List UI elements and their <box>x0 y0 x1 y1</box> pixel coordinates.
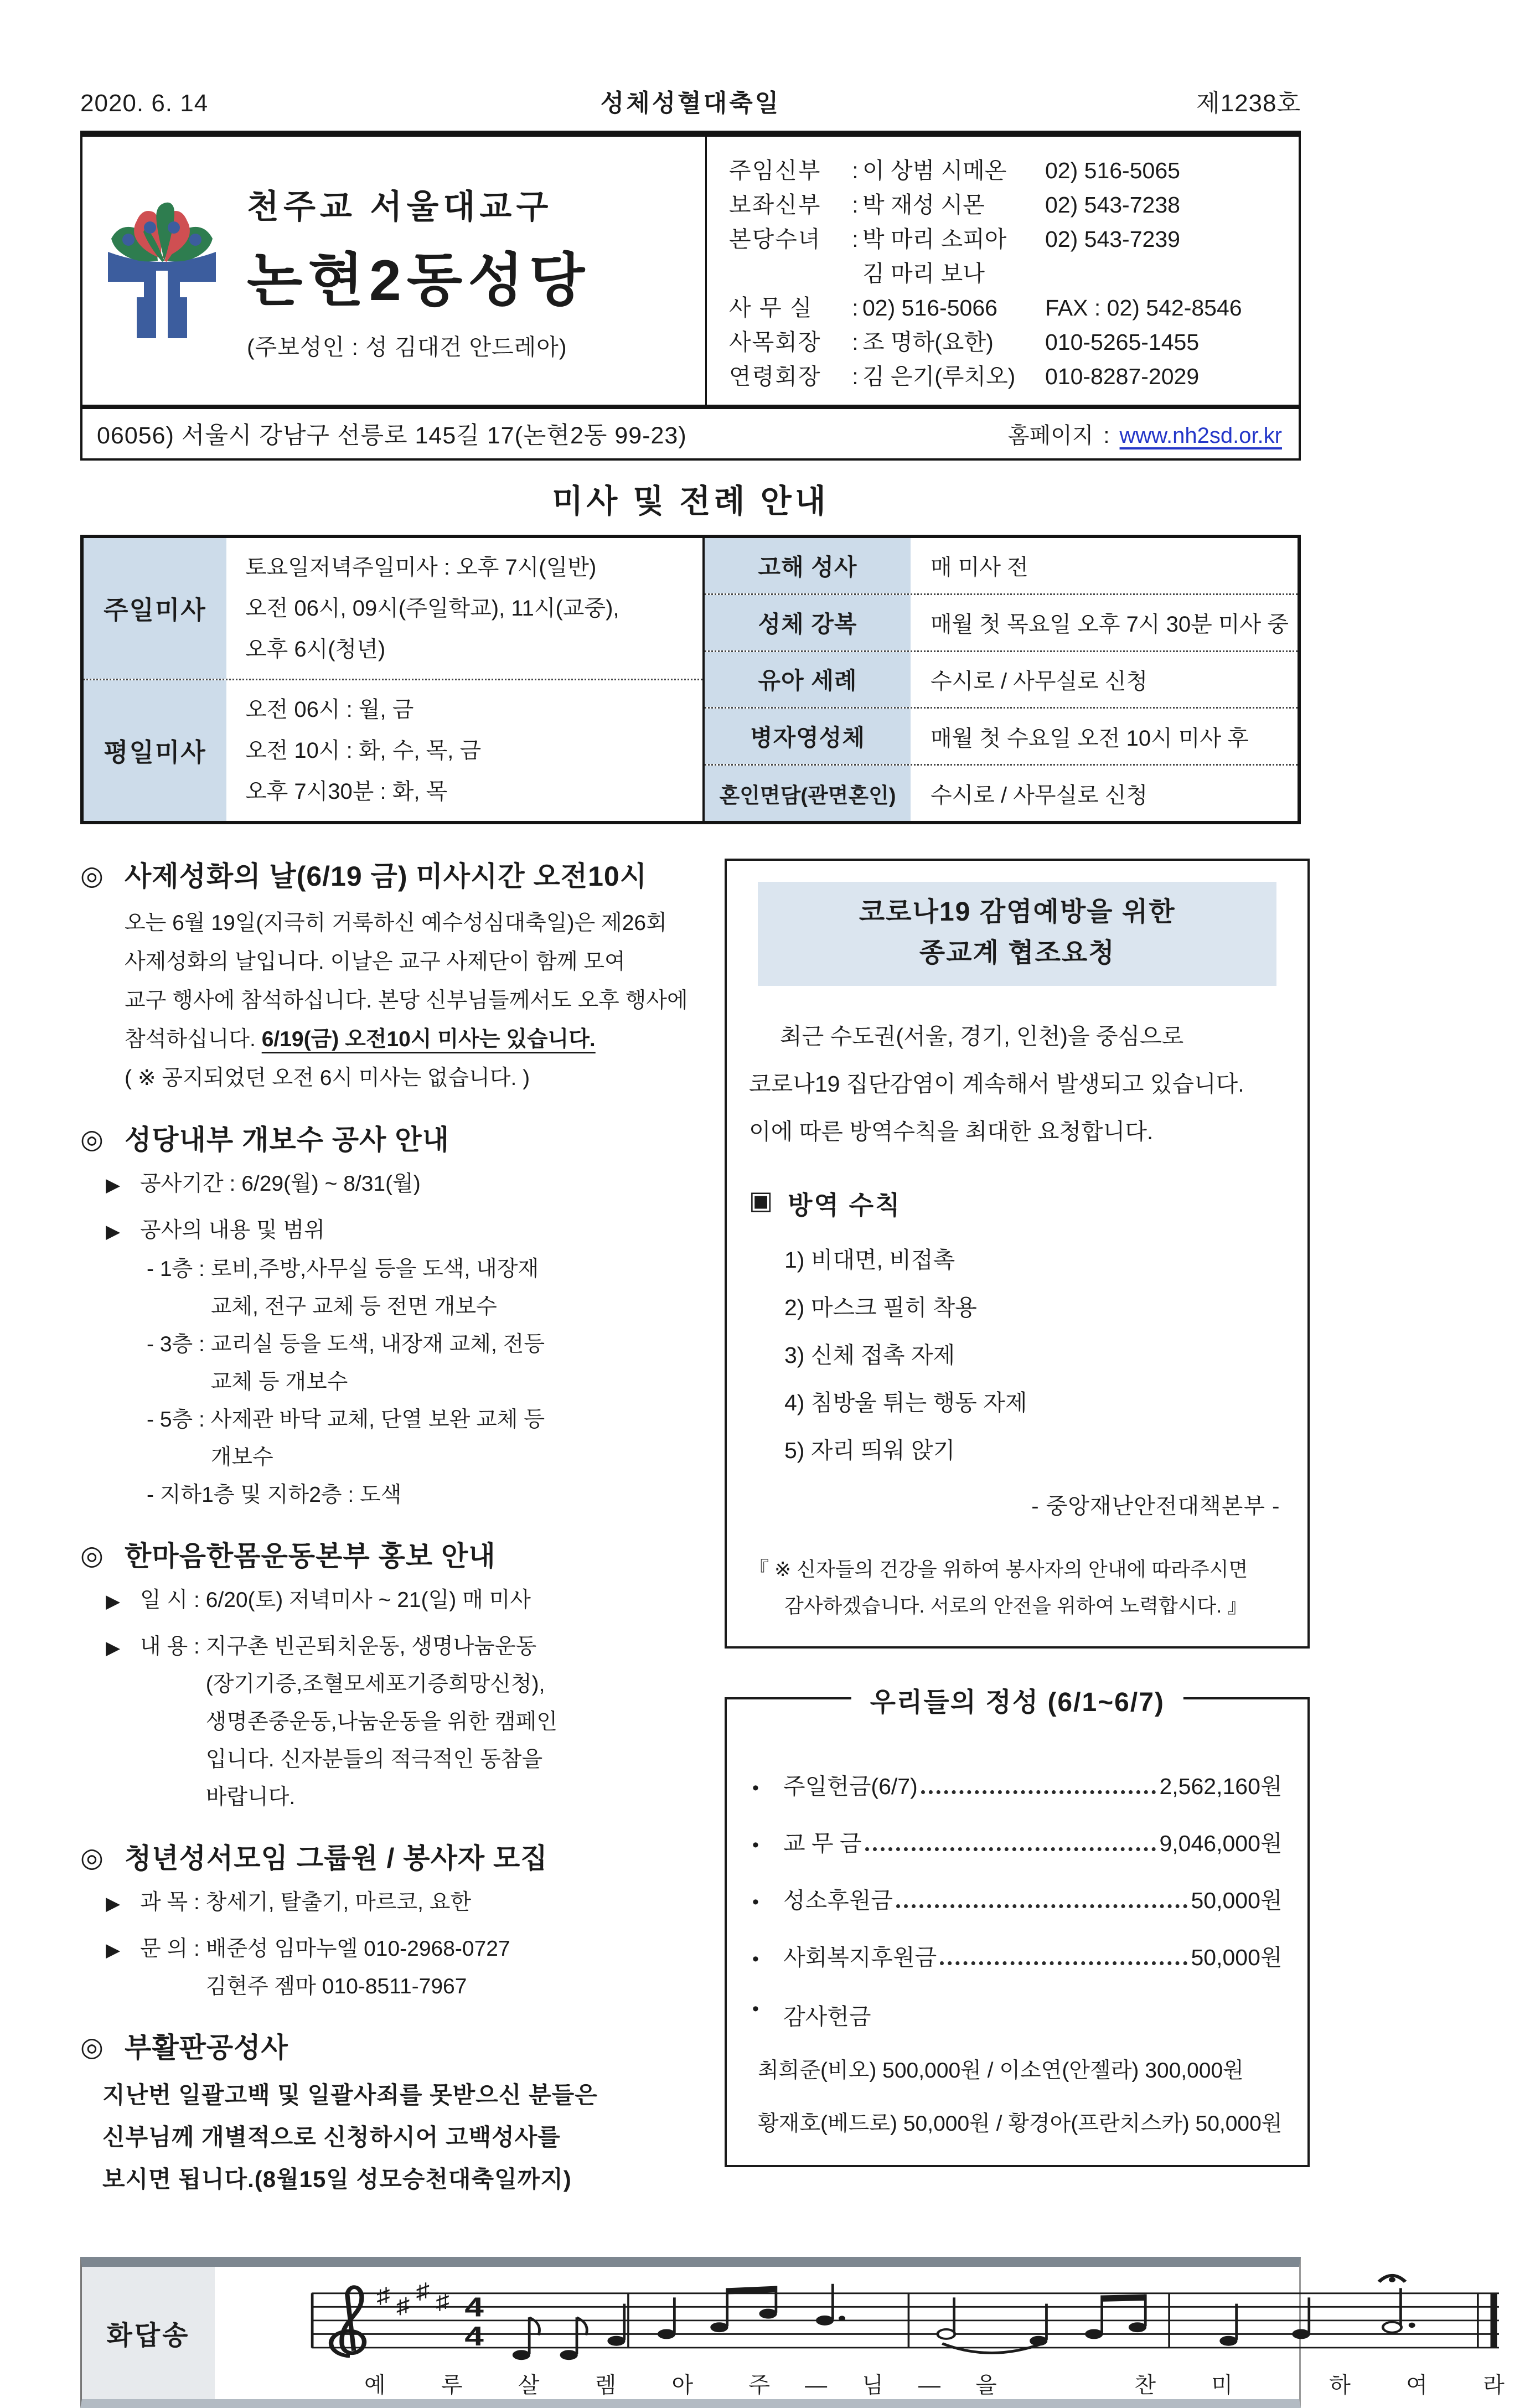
row-header-sunday-mass: 주일미사 <box>84 538 226 679</box>
psalm-label: 화답송 <box>82 2267 215 2399</box>
table-row <box>705 650 1298 707</box>
colon: : <box>852 364 859 389</box>
body-text: 참석하십니다. <box>125 1027 262 1051</box>
music-score <box>215 2267 1530 2399</box>
time-signature: 4 <box>464 2291 484 2322</box>
note-line: 감사하겠습니다. 서로의 안전을 위하여 노력합시다. 』 <box>784 1594 1248 1617</box>
notice-priest-sanctification <box>80 859 699 1098</box>
body-line: 신부님께 개별적으로 신청하시어 고백성사를 <box>102 2124 561 2150</box>
psalm-lyrics: 예 루 살 렘 아 주 — 님 — 을 찬 미 하 여 라 <box>364 2373 1519 2397</box>
offering-amount: 50,000원 <box>1191 1945 1283 1970</box>
quarantine-rules-header <box>749 1185 1285 1222</box>
colon: : <box>852 295 859 321</box>
contact-row <box>729 325 1283 359</box>
section-marker-icon: ◎ <box>80 1541 104 1570</box>
body-line: 사제관 바닥 교체, 단열 보완 교체 등 <box>210 1408 545 1432</box>
body-line <box>125 1020 699 1059</box>
contact-name: 김 은기(루치오) <box>862 364 1016 389</box>
contact-row <box>729 256 1283 291</box>
sub-item-text: - 지하1층 및 지하2층 : 도색 <box>147 1483 402 1507</box>
body-line: 교구 행사에 참석하십니다. 본당 신부님들께서도 오후 행사에 <box>125 989 688 1012</box>
rules-source: - 중앙재난안전대책본부 - <box>1031 1494 1280 1518</box>
homepage-label: 홈페이지 <box>1007 423 1094 448</box>
section-marker-icon: ◎ <box>80 1125 104 1154</box>
table-row <box>705 593 1298 650</box>
item-label: 일 시 : <box>140 1588 206 1612</box>
row-header-confession: 고해 성사 <box>705 538 911 593</box>
body-line: 입니다. 신자분들의 적극적인 동참을 <box>205 1748 543 1771</box>
top-info-line <box>80 83 1301 118</box>
sub-item-basement <box>147 1476 699 1514</box>
notice-title: 부활판공성사 <box>125 2032 288 2063</box>
list-item-subjects <box>106 1884 699 1923</box>
bullet-icon: • <box>752 1777 759 1799</box>
seoul-archdiocese-logo <box>102 199 221 343</box>
arrow-icon: ▶ <box>106 1221 121 1242</box>
sub-item-label: - 1층 : <box>147 1257 211 1281</box>
row-value: 수시로 / 사무실로 신청 <box>931 783 1148 808</box>
row-header-benediction: 성체 강복 <box>705 595 911 650</box>
contact-line: 김현주 젬마 010-8511-7967 <box>205 1975 467 1998</box>
mass-time-line: 오후 7시30분 : 화, 목 <box>245 779 448 804</box>
contact-line: 배준성 임마누엘 010-2968-0727 <box>205 1937 510 1961</box>
offering-row <box>752 1939 1282 1972</box>
responsorial-psalm-box <box>80 2257 1519 2408</box>
rules-title: 방역 수칙 <box>788 1191 902 1219</box>
contact-name: 박 재성 시몬 <box>862 192 985 218</box>
table-row <box>84 679 702 821</box>
colon: : <box>852 329 859 355</box>
sunday-mass-times <box>226 538 702 679</box>
item-text: 창세기, 탈출기, 마르코, 요한 <box>205 1890 472 1914</box>
colon: : <box>852 158 859 183</box>
contact-phone: 010-5265-1455 <box>1045 329 1200 355</box>
contact-label: 사목회장 <box>729 329 821 355</box>
mass-schedule-table <box>80 535 1301 824</box>
section-marker-icon: ◎ <box>80 2033 104 2062</box>
offering-label: 성소후원금 <box>783 1888 893 1913</box>
note-line: 『 ※ 신자들의 건강을 위하여 봉사자의 안내에 따라주시면 <box>749 1558 1248 1580</box>
notice-title: 한마음한몸운동본부 홍보 안내 <box>125 1541 496 1572</box>
body-line: ( ※ 공지되었던 오전 6시 미사는 없습니다. ) <box>125 1066 530 1090</box>
contact-row <box>729 222 1283 256</box>
table-row <box>705 764 1298 821</box>
notice-youth-bible-group <box>80 1841 699 2006</box>
notice-title: 사제성화의 날(6/19 금) 미사시간 오전10시 <box>125 861 647 892</box>
list-item <box>106 1165 699 1204</box>
offering-amount: 50,000원 <box>1191 1888 1283 1913</box>
bullet-icon: • <box>752 1892 759 1913</box>
sacrament-times <box>705 538 1298 821</box>
section-marker-icon: ◎ <box>80 861 104 891</box>
contact-row <box>729 359 1283 394</box>
covid-box-title <box>758 882 1276 986</box>
notice-easter-confession <box>80 2030 699 2200</box>
contact-phone: 02) 516-5065 <box>1045 158 1180 183</box>
list-item-content <box>106 1628 699 1816</box>
list-item <box>106 1212 699 1250</box>
quarantine-rules-list <box>784 1236 1285 1474</box>
sub-item-floor1 <box>147 1250 699 1326</box>
feast-title: 성체성혈대축일 <box>600 90 781 117</box>
issue-number: 제1238호 <box>1196 90 1301 117</box>
row-value: 매월 첫 목요일 오후 7시 30분 미사 중 <box>931 612 1289 637</box>
square-marker-icon: ▣ <box>749 1186 775 1215</box>
address-bar <box>82 405 1299 458</box>
contact-phone: 02) 543-7238 <box>1045 192 1180 218</box>
rule-item: 3) 신체 접촉 자제 <box>784 1342 955 1368</box>
church-name: 논현2동성당 <box>247 248 591 313</box>
contact-label: 본당수녀 <box>729 226 821 252</box>
list-item-when <box>106 1582 699 1620</box>
table-row <box>705 538 1298 593</box>
offering-row <box>752 1882 1282 1915</box>
contact-fax: FAX : 02) 542-8546 <box>1045 295 1242 321</box>
offering-amount: 2,562,160원 <box>1159 1774 1283 1799</box>
title-line: 코로나19 감염예방을 위한 <box>859 897 1176 927</box>
offering-label: 교 무 금 <box>783 1831 862 1856</box>
colon: : <box>852 226 859 252</box>
mass-time-line: 토요일저녁주일미사 : 오후 7시(일반) <box>245 555 597 580</box>
contact-name: 이 상범 시메온 <box>862 158 1007 183</box>
rule-item: 4) 침방울 튀는 행동 자제 <box>784 1390 1027 1415</box>
body-line: 코로나19 집단감염이 계속해서 발생되고 있습니다. <box>749 1071 1244 1097</box>
contact-row <box>729 188 1283 222</box>
notice-title: 성당내부 개보수 공사 안내 <box>125 1124 449 1155</box>
rule-item: 2) 마스크 필히 착용 <box>784 1295 977 1320</box>
item-text: 공사의 내용 및 범위 <box>140 1218 325 1242</box>
body-line: 이에 따른 방역수칙을 최대한 요청합니다. <box>749 1119 1154 1144</box>
sub-item-label: - 5층 : <box>147 1408 211 1432</box>
bullet-icon: • <box>752 1949 759 1970</box>
contact-phone: 02) 543-7239 <box>1045 226 1180 252</box>
row-value: 수시로 / 사무실로 신청 <box>931 669 1148 694</box>
covid-guideline-box <box>725 859 1310 1649</box>
mass-time-line: 오후 6시(청년) <box>245 637 386 662</box>
dot-leader <box>921 1790 1156 1794</box>
notice-body <box>102 2074 699 2200</box>
music-staff <box>226 2272 1519 2366</box>
diocese-name: 천주교 서울대교구 <box>247 188 553 225</box>
dot-leader <box>896 1904 1187 1908</box>
bullet-icon: • <box>752 1998 759 2019</box>
item-text <box>206 1628 557 1816</box>
contact-row <box>729 153 1283 188</box>
offering-box <box>725 1688 1310 2167</box>
issue-date: 2020. 6. 14 <box>80 90 209 117</box>
sub-item-floor5 <box>147 1401 699 1476</box>
arrow-icon: ▶ <box>106 1637 121 1658</box>
sub-item-label: - 3층 : <box>147 1332 211 1356</box>
sub-item-text <box>211 1401 545 1476</box>
contact-label: 보좌신부 <box>729 192 821 218</box>
arrow-icon: ▶ <box>106 1591 121 1612</box>
item-text: 6/20(토) 저녁미사 ~ 21(일) 매 미사 <box>205 1588 531 1612</box>
mass-time-line: 오전 06시, 09시(주일학교), 11시(교중), <box>245 596 619 621</box>
church-identity <box>82 137 707 405</box>
item-label: 문 의 : <box>140 1937 206 1961</box>
sharp-icon: ♯ <box>435 2289 449 2314</box>
colon: : <box>852 192 859 218</box>
thanks-donors-line: 황재호(베드로) 50,000원 / 황경아(프란치스카) 50,000원 <box>758 2112 1283 2136</box>
body-line: 생명존중운동,나눔운동을 위한 캠페인 <box>205 1710 557 1734</box>
covid-intro <box>749 1012 1285 1155</box>
arrow-icon: ▶ <box>106 1940 121 1961</box>
item-text: 공사기간 : 6/29(월) ~ 8/31(월) <box>140 1172 421 1196</box>
underlined-text: 6/19(금) 오전10시 미사는 있습니다. <box>261 1027 596 1051</box>
body-line: 사제성화의 날입니다. 이날은 교구 사제단이 함께 모여 <box>125 950 626 974</box>
item-label: 내 용 : <box>140 1635 206 1658</box>
homepage-link[interactable]: www.nh2sd.or.kr <box>1119 423 1282 448</box>
body-line: 지난번 일괄고백 및 일괄사죄를 못받으신 분들은 <box>102 2082 598 2108</box>
body-line: (장기기증,조혈모세포기증희망신청), <box>205 1672 545 1696</box>
row-header-infant-baptism: 유아 세례 <box>705 652 911 707</box>
mass-times <box>84 538 705 821</box>
row-header-communion-sick: 병자영성체 <box>705 709 911 764</box>
body-line: 지구촌 빈곤퇴치운동, 생명나눔운동 <box>205 1635 537 1658</box>
arrow-icon: ▶ <box>106 1175 121 1196</box>
right-column <box>725 859 1310 2225</box>
table-row <box>84 538 702 679</box>
contact-name: 박 마리 소피아 <box>862 226 1007 252</box>
church-address: 06056) 서울시 강남구 선릉로 145길 17(논현2동 99-23) <box>97 422 687 449</box>
mass-guide-title: 미사 및 전례 안내 <box>552 483 829 519</box>
item-label: 과 목 : <box>140 1890 206 1914</box>
item-text <box>206 1930 510 2006</box>
sub-item-text <box>211 1250 539 1326</box>
contact-name: 김 마리 보나 <box>862 261 985 286</box>
contact-row <box>729 291 1283 325</box>
list-item-inquiry <box>106 1930 699 2006</box>
contact-phone-office: 02) 516-5066 <box>862 295 997 321</box>
mass-time-line: 오전 06시 : 월, 금 <box>245 697 414 722</box>
offering-row <box>752 1768 1282 1801</box>
covid-note <box>749 1551 1285 1624</box>
contact-list <box>707 137 1299 405</box>
rule-item: 5) 자리 띄워 앉기 <box>784 1438 955 1463</box>
sub-item-floor3 <box>147 1326 699 1401</box>
body-line: 오는 6월 19일(지극히 거룩하신 예수성심대축일)은 제26회 <box>125 911 667 935</box>
row-header-weekday-mass: 평일미사 <box>84 680 226 821</box>
notices-column <box>80 859 699 2225</box>
contact-label: 사 무 실 <box>729 295 813 321</box>
weekday-mass-times <box>226 680 702 821</box>
notice-renovation <box>80 1122 699 1514</box>
treble-clef-icon <box>331 2287 364 2356</box>
body-line: 바랍니다. <box>205 1785 296 1809</box>
contact-label: 주임신부 <box>729 158 821 183</box>
notice-title: 청년성서모임 그룹원 / 봉사자 모집 <box>125 1843 548 1874</box>
row-value: 매월 첫 수요일 오전 10시 미사 후 <box>931 726 1249 751</box>
bullet-icon: • <box>752 1835 759 1856</box>
contact-name: 조 명하(요한) <box>862 329 994 355</box>
patron-saint: (주보성인 : 성 김대건 안드레아) <box>247 334 567 360</box>
rule-item: 1) 비대면, 비접촉 <box>784 1247 955 1273</box>
body-line: 교체 등 개보수 <box>210 1370 348 1394</box>
homepage <box>1008 418 1282 449</box>
sharp-icon: ♯ <box>376 2282 390 2308</box>
thanks-donors-line: 최희준(비오) 500,000원 / 이소연(안젤라) 300,000원 <box>758 2059 1244 2083</box>
time-signature: 4 <box>464 2321 484 2352</box>
offering-label: 사회복지후원금 <box>783 1945 937 1970</box>
table-row <box>705 707 1298 764</box>
body-line: 최근 수도권(서울, 경기, 인천)을 중심으로 <box>780 1024 1184 1049</box>
thanks-label: 감사헌금 <box>783 2004 871 2029</box>
thanks-offering-header <box>752 1998 1282 2031</box>
sub-item-text <box>211 1326 545 1401</box>
notice-onebody-campaign <box>80 1538 699 1816</box>
body-line: 교리실 등을 도색, 내장재 교체, 전등 <box>210 1332 545 1356</box>
offering-row <box>752 1825 1282 1858</box>
sharp-icon: ♯ <box>396 2293 410 2318</box>
section-marker-icon: ◎ <box>80 1843 104 1873</box>
notice-body <box>125 904 699 1098</box>
body-line: 개보수 <box>210 1445 273 1469</box>
arrow-icon: ▶ <box>106 1893 121 1914</box>
row-value: 매 미사 전 <box>931 555 1028 580</box>
body-line: 로비,주방,사무실 등을 도색, 내장재 <box>210 1257 539 1281</box>
row-header-marriage-interview: 혼인면담(관면혼인) <box>705 766 911 821</box>
title-line: 종교계 협조요청 <box>919 938 1115 968</box>
contact-phone: 010-8287-2029 <box>1045 364 1200 389</box>
offering-label: 주일헌금(6/7) <box>783 1774 918 1799</box>
mass-time-line: 오전 10시 : 화, 수, 목, 금 <box>245 738 482 763</box>
contact-label: 연령회장 <box>729 364 821 389</box>
offering-title: 우리들의 정성 (6/1~6/7) <box>851 1681 1183 1719</box>
body-line: 보시면 됩니다.(8월15일 성모승천대축일까지) <box>102 2166 572 2192</box>
offering-amount: 9,046,000원 <box>1159 1831 1283 1856</box>
sharp-icon: ♯ <box>416 2278 430 2304</box>
dot-leader <box>940 1961 1187 1965</box>
body-line: 교체, 전구 교체 등 전면 개보수 <box>210 1295 497 1319</box>
dot-leader <box>865 1847 1156 1851</box>
colon: : <box>1103 423 1110 448</box>
masthead <box>80 131 1301 461</box>
